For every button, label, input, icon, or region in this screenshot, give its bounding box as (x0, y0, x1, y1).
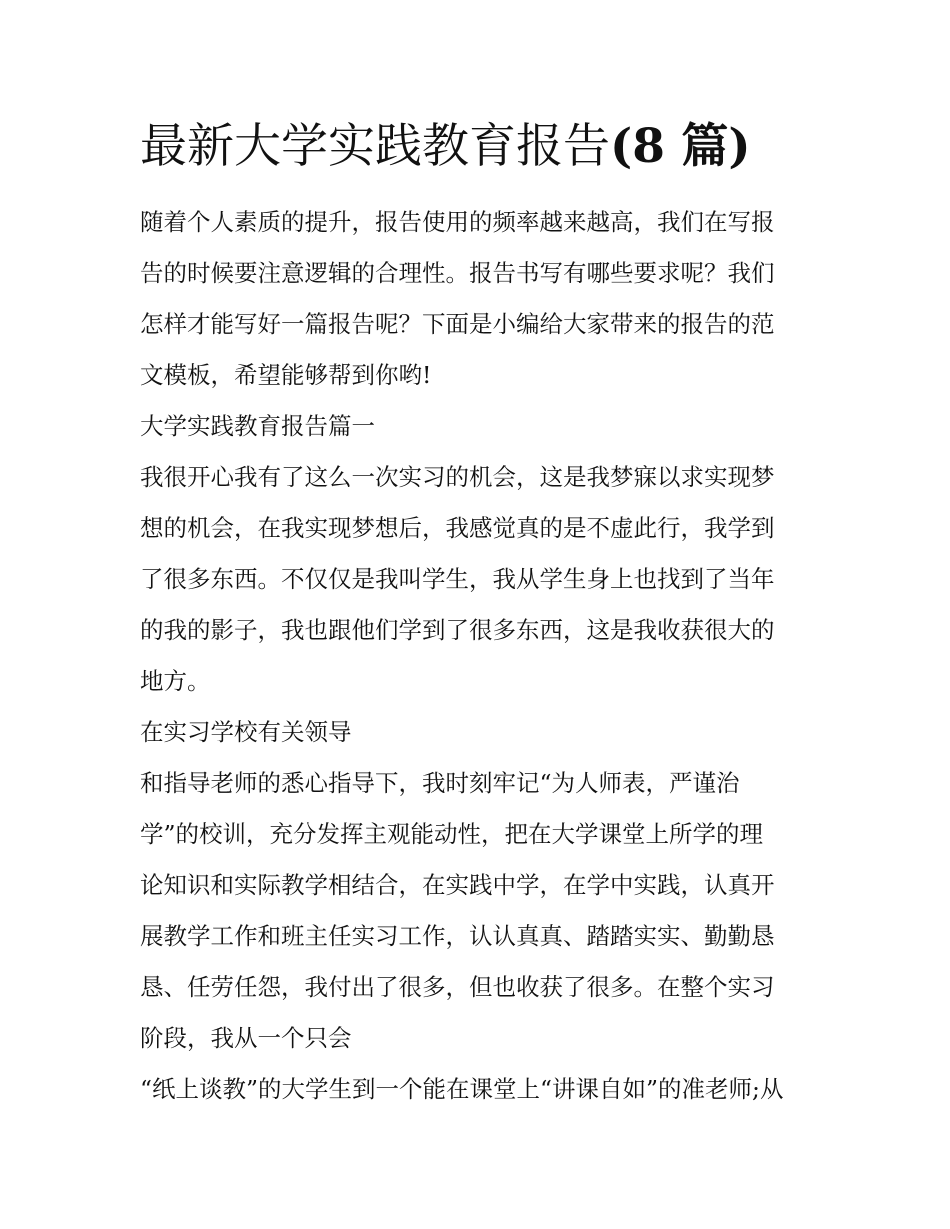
text-line: 随着个人素质的提升，报告使用的频率越来越高，我们在写报 (140, 208, 775, 236)
text-line: 论知识和实际教学相结合，在实践中学，在学中实践，认真开 (140, 871, 775, 899)
text-line: 告的时候要注意逻辑的合理性。报告书写有哪些要求呢？我们 (140, 259, 775, 287)
text-line: “纸上谈教”的大学生到一个能在课堂上“讲课自如”的准老师;从 (140, 1075, 784, 1103)
text-line: 和指导老师的悉心指导下，我时刻牢记“为人师表，严谨治 (140, 769, 740, 797)
text-line: 展教学工作和班主任实习工作，认认真真、踏踏实实、勤勤恳 (140, 922, 775, 950)
text-line: 怎样才能写好一篇报告呢？下面是小编给大家带来的报告的范 (140, 310, 775, 338)
text-line: 恳、任劳任怨，我付出了很多，但也收获了很多。在整个实习 (140, 973, 775, 1001)
text-line: 我很开心我有了这么一次实习的机会，这是我梦寐以求实现梦 (140, 463, 775, 491)
text-line: 地方。 (140, 667, 211, 695)
text-line: 了很多东西。不仅仅是我叫学生，我从学生身上也找到了当年 (140, 565, 775, 593)
text-line: 阶段，我从一个只会 (140, 1024, 352, 1052)
document-title (140, 116, 820, 178)
title-paren-close: 篇) (664, 119, 751, 174)
title-paren-open: ( (610, 119, 633, 174)
title-number: 8 (632, 119, 665, 174)
text-line: 文模板，希望能够帮到你哟! (140, 361, 432, 389)
text-line: 在实习学校有关领导 (140, 718, 352, 746)
title-main: 最新大学实践教育报告 (140, 119, 610, 174)
text-line: 学”的校训，充分发挥主观能动性，把在大学课堂上所学的理 (140, 820, 764, 848)
text-line: 想的机会，在我实现梦想后，我感觉真的是不虚此行，我学到 (140, 514, 775, 542)
text-line: 的我的影子，我也跟他们学到了很多东西，这是我收获很大的 (140, 616, 775, 644)
section-heading: 大学实践教育报告篇一 (140, 412, 375, 440)
